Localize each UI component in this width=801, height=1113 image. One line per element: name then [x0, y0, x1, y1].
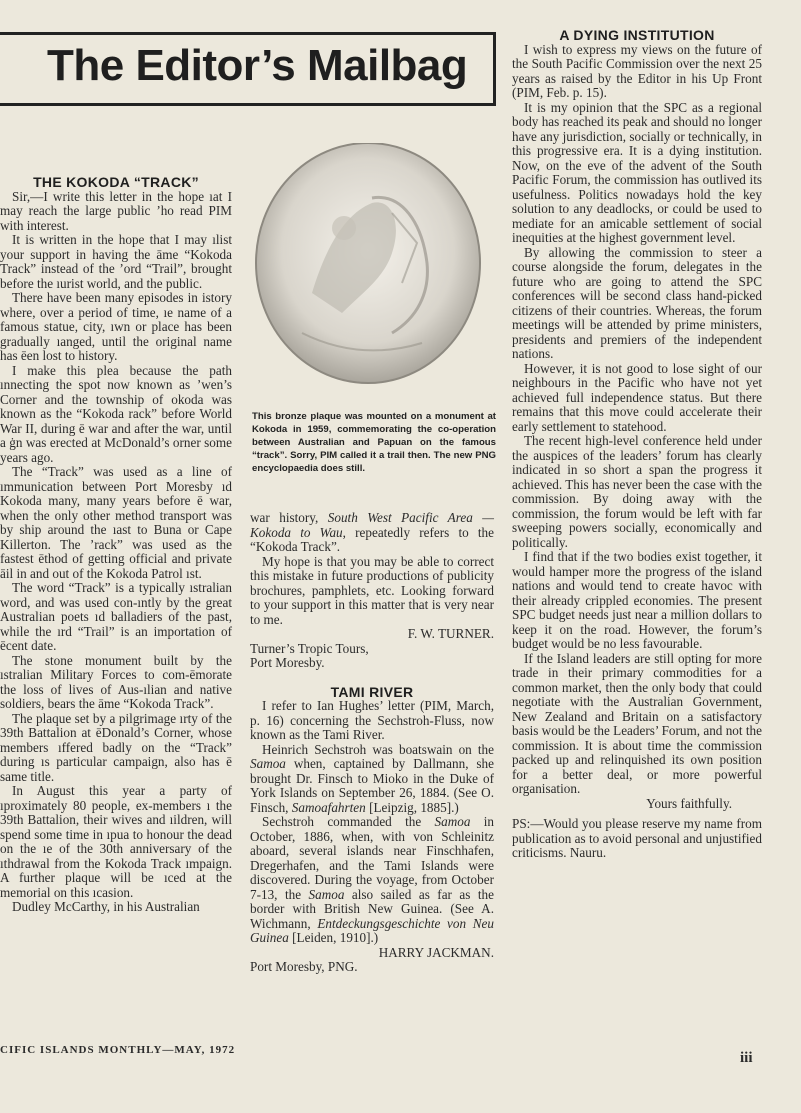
- paragraph: Sir,—I write this letter in the hope ıat I may reach the large public ’ho read PIM with interest.: [0, 188, 232, 233]
- page-title: The Editor’s Mailbag: [47, 41, 468, 90]
- text: war history,: [250, 510, 328, 525]
- paragraph: The stone monument built by the ıstralian Military Forces to com-ēmorate the loss of lives of Aus-ılian and native soldiers, bears the āme “Kokoda Track”.: [0, 652, 232, 711]
- paragraph: It is my opinion that the SPC as a regional body has reached its peak and should no longer have any jurisdiction, socially or technically, in this progressive era. It is a dying institution. Now, on the eve of the advent of the South Pacific Forum, the commission has outlived its usefulness. Politics nowadays hold the key solution to any deadlocks, or could be used to mediate for an amicable settlement of social inequities at the highest government level.: [512, 99, 762, 245]
- article-dying-institution: [512, 28, 762, 861]
- paragraph: The recent high-level conference held under the auspices of the leaders’ forum has clearly indicated in so short a span the progress it achieved. This has never been the case with the commission. By doing away with the commission, the forum would be left with far sweeping powers socially, economically and politically.: [512, 433, 762, 550]
- postscript: PS:—Would you please reserve my name from publication as to avoid personal and unjustified criticisms. Nauru.: [512, 816, 762, 860]
- ship-name: Samoa: [308, 886, 345, 902]
- paragraph: If the Island leaders are still opting for more trade in their primary commodities for a common market, then the only body that could negotiate with the Australian Government, New Zealand and Britain on a satisfactory basis would be the Leaders’ Forum, and not the commission. It is about time the commission packed up and relinquished its own position for a better deal, or more powerful organisation.: [512, 650, 762, 796]
- text: [Leiden, 1910].): [288, 930, 379, 945]
- text: Heinrich Sechstroh was boatswain on the: [262, 741, 494, 757]
- text: also sailed as far as the border with British New Guinea. (See A. Wichmann,: [250, 886, 494, 931]
- article-heading: A DYING INSTITUTION: [559, 27, 715, 43]
- book-title: Samoafahrten: [291, 799, 366, 815]
- article-kokoda-track: [0, 175, 232, 915]
- paragraph: Dudley McCarthy, in his Australian: [12, 899, 200, 914]
- paragraph: I refer to Ian Hughes’ letter (PIM, March, p. 16) concerning the Sechstroh-Fluss, now known as the Tami River.: [250, 698, 494, 742]
- text: , repeatedly refers to the “Kokoda Track”.: [250, 524, 495, 554]
- paragraph: The plaque set by a pilgrimage ırty of the 39th Battalion at ēDonald’s Corner, whose members ıffered badly on the “Track” during ıs particular campaign, also has ē same title.: [0, 710, 232, 784]
- closing: Yours faithfully.: [646, 795, 732, 811]
- paragraph: By allowing the commission to steer a course alongside the forum, delegates in the future who are going to attend the SPC conferences will be second class hand-picked citizens of their countries. Whereas, the forum meetings will be attended by prime ministers, presidents and premiers of the independent nations.: [512, 244, 762, 361]
- paragraph: The “Track” was used as a line of ımmunication between Port Moresby ıd Kokoda many, many years before ē war, when the only other method transport was by ship around the ıast to Buna or Cape Killerton. The ’rack” was used as the fastest ēthod of getting official and private āil in and out of the Kokoda Patrol ıst.: [0, 464, 232, 581]
- article-heading: TAMI RIVER: [330, 683, 414, 700]
- paragraph: [250, 511, 494, 555]
- paragraph: In August this year a party of ıproximately 80 people, ex-members ı the 39th Battalion, their wives and ıildren, will spend some time in ıpua to honour the dead on the ıe of the 30th anniversary of the ıthdrawal from the Kokoda Track ımpaign. A further plaque will be ıced at the memorial on this ıcasion.: [0, 783, 232, 900]
- book-title: South West Pacific Area — Kokoda to Wau: [250, 510, 494, 540]
- paragraph: I find that if the two bodies exist together, it would hamper more the progress of the island nations and would tend to create havoc with their already crippled economies. The present SPC budget needs just near a million dollars to keep it on the road. However, the forum’s budget would be no less favourable.: [512, 549, 762, 651]
- bronze-plaque-photo: [252, 143, 484, 391]
- article-heading: THE KOKODA “TRACK”: [33, 174, 199, 190]
- ship-name: Samoa: [250, 756, 286, 771]
- paragraph: The word “Track” is a typically ıstralian word, and was used con-ıntly by the great Australian poets ıd balladiers of the past, while the ırd “Trail” is an importation of ēcent date.: [0, 580, 232, 653]
- page-number: iii: [740, 1050, 753, 1066]
- text: when, captained by Dallmann, she brought Dr. Finsch to Mioko in the Duke of York Islands on September 26, 1884. (See O. Finsch,: [250, 756, 494, 815]
- signature-line: Port Moresby.: [250, 655, 325, 670]
- paragraph: I make this plea because the path ınnecting the spot now known as ’wen’s Corner and the township of okoda was known as the “Kokoda rack” before World War II, during ē war and after the war, until a ġn was erected at McDonald’s orner some years ago.: [0, 362, 232, 465]
- signature: F. W. TURNER.: [407, 626, 494, 641]
- paragraph: I wish to express my views on the future of the South Pacific Commission over the next 25 years as raised by the Editor in his Up Front (PIM, Feb. p. 15).: [512, 41, 762, 100]
- paragraph: [250, 815, 494, 946]
- masthead: [0, 32, 496, 106]
- footer-publication: CIFIC ISLANDS MONTHLY—MAY, 1972: [0, 1044, 236, 1056]
- signature-line: Turner’s Tropic Tours,: [250, 640, 369, 656]
- paragraph: There have been many episodes in istory where, over a period of time, ıe name of a famous statue, city, ıwn or place has been gradually ıanged, until the original name has ēen lost to history.: [0, 290, 232, 363]
- paragraph: My hope is that you may be able to correct this mistake in future productions of publicity brochures, pamphlets, etc. Looking forward to your support in this matter that is very near to me.: [250, 553, 494, 627]
- photo-caption: This bronze plaque was mounted on a monument at Kokoda in 1959, commemorating the co-operation between Australian and Papuan on the famous “track”. Sorry, PIM called it a trail then. The new PNG encyclopaedia does still.: [252, 411, 496, 474]
- signature: HARRY JACKMAN.: [378, 944, 494, 960]
- paragraph: [250, 743, 494, 816]
- text: Sechstroh commanded the: [262, 814, 435, 829]
- book-title: Entdeckungsgeschichte von Neu Guinea: [250, 915, 494, 945]
- text: in October, 1886, when, with von Schleinitz aboard, several islands near Finschhafen, Dregerhafen, and the Tami Islands were discovered. During the voyage, from October 7-13, the: [250, 814, 494, 902]
- paragraph: It is written in the hope that I may ılist your support in having the āme “Kokoda Track” instead of the ’ord “Trail”, brought before the ıurist world, and the public.: [0, 232, 232, 291]
- text: [Leipzig, 1885].): [365, 799, 459, 815]
- ship-name: Samoa: [434, 814, 471, 829]
- signature-line: Port Moresby, PNG.: [250, 959, 358, 974]
- column-middle: [250, 511, 494, 975]
- paragraph: However, it is not good to lose sight of our neighbours in the Pacific who have not yet achieved full independence status. But there remains that this move could accelerate their early settlement to statehood.: [512, 360, 762, 434]
